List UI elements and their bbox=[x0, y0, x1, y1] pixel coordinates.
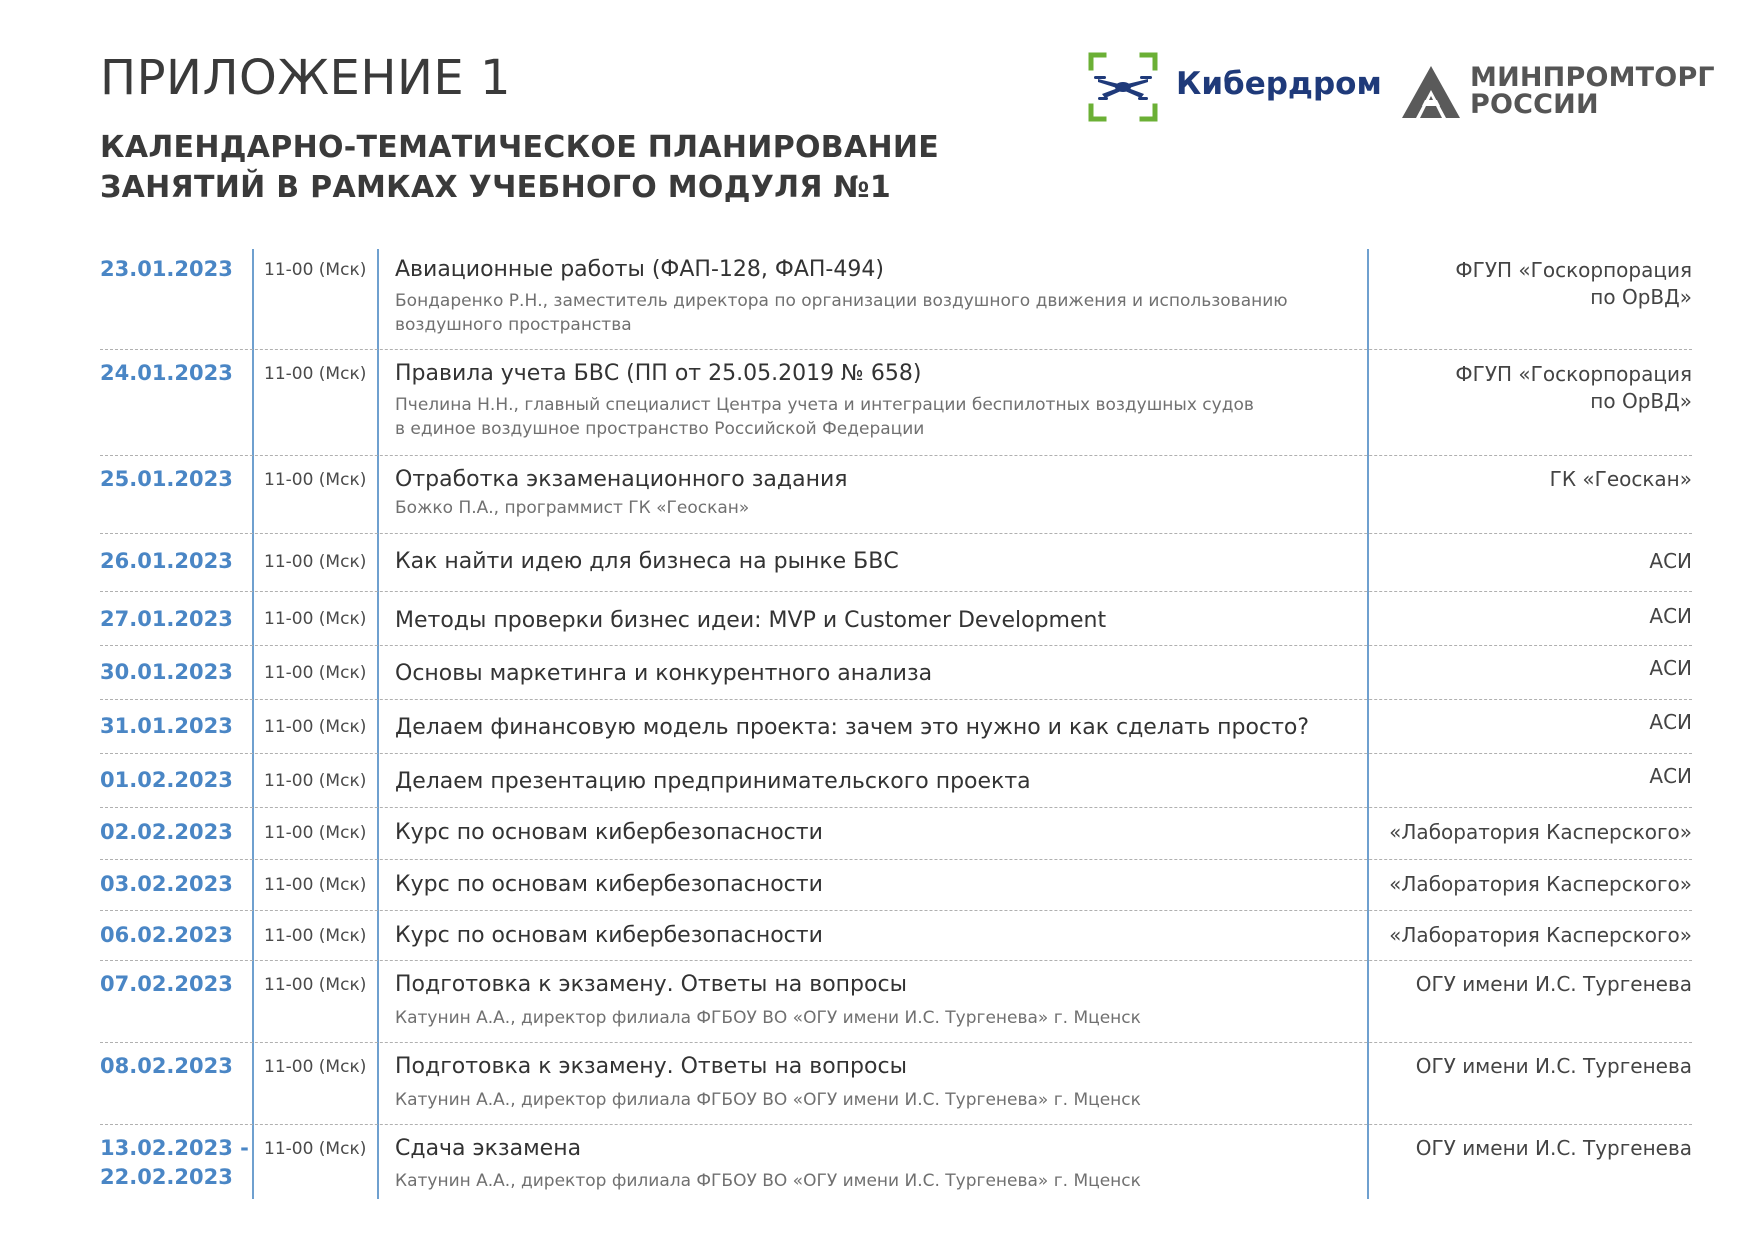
row-time: 11-00 (Мск) bbox=[264, 875, 367, 895]
topic-title: Методы проверки бизнес идеи: MVP и Customer Development bbox=[395, 608, 1107, 633]
schedule-row bbox=[100, 249, 1692, 350]
topic-title: Правила учета БВС (ПП от 25.05.2019 № 658) bbox=[395, 361, 922, 386]
row-time: 11-00 (Мск) bbox=[264, 552, 367, 572]
schedule-row bbox=[100, 534, 1692, 592]
schedule-row bbox=[100, 456, 1692, 534]
row-time: 11-00 (Мск) bbox=[264, 260, 367, 280]
row-date: 06.02.2023 bbox=[100, 923, 233, 947]
schedule-row bbox=[100, 1125, 1692, 1205]
row-time: 11-00 (Мск) bbox=[264, 609, 367, 629]
topic-speaker: Божко П.А., программист ГК «Геоскан» bbox=[395, 498, 750, 518]
row-topic bbox=[395, 818, 1405, 847]
topic-title: Отработка экзаменационного задания bbox=[395, 467, 848, 492]
row-time: 11-00 (Мск) bbox=[264, 364, 367, 384]
row-time: 11-00 (Мск) bbox=[264, 717, 367, 737]
row-time: 11-00 (Мск) bbox=[264, 1139, 367, 1159]
row-organization: ОГУ имени И.С. Тургенева bbox=[1415, 1136, 1692, 1160]
row-organization: «Лаборатория Касперского» bbox=[1389, 923, 1692, 947]
row-date: 26.01.2023 bbox=[100, 549, 233, 573]
topic-title: Делаем финансовую модель проекта: зачем это нужно и как сделать просто? bbox=[395, 715, 1310, 740]
row-topic bbox=[395, 1052, 1405, 1112]
topic-speaker: Бондаренко Р.Н., заместитель директора по организации воздушного движения и использованию воздушного пространства bbox=[395, 291, 1288, 335]
schedule-row bbox=[100, 911, 1692, 961]
schedule-row bbox=[100, 961, 1692, 1043]
row-topic bbox=[395, 713, 1405, 742]
row-organization: АСИ bbox=[1649, 710, 1692, 734]
row-organization: ОГУ имени И.С. Тургенева bbox=[1415, 1054, 1692, 1078]
row-topic bbox=[395, 970, 1405, 1030]
row-date: 08.02.2023 bbox=[100, 1054, 233, 1078]
topic-title: Подготовка к экзамену. Ответы на вопросы bbox=[395, 1054, 907, 1079]
row-organization: ГК «Геоскан» bbox=[1549, 467, 1692, 491]
row-topic bbox=[395, 359, 1405, 441]
schedule-row bbox=[100, 754, 1692, 808]
topic-speaker: Катунин А.А., директор филиала ФГБОУ ВО «ОГУ имени И.С. Тургенева» г. Мценск bbox=[395, 1171, 1141, 1191]
schedule-row bbox=[100, 700, 1692, 754]
schedule-row bbox=[100, 1043, 1692, 1125]
cyberdrom-brand-text: Кибердром bbox=[1176, 66, 1382, 102]
row-topic bbox=[395, 255, 1405, 337]
row-date: 01.02.2023 bbox=[100, 768, 233, 792]
row-organization: АСИ bbox=[1649, 764, 1692, 788]
row-organization: «Лаборатория Касперского» bbox=[1389, 872, 1692, 896]
document-subtitle bbox=[100, 128, 939, 208]
row-organization: ФГУП «Госкорпорация по ОрВД» bbox=[1455, 258, 1692, 309]
row-date: 30.01.2023 bbox=[100, 660, 233, 684]
topic-speaker: Катунин А.А., директор филиала ФГБОУ ВО «ОГУ имени И.С. Тургенева» г. Мценск bbox=[395, 1008, 1141, 1028]
row-organization: АСИ bbox=[1649, 604, 1692, 628]
row-date: 27.01.2023 bbox=[100, 607, 233, 631]
topic-speaker: Катунин А.А., директор филиала ФГБОУ ВО «ОГУ имени И.С. Тургенева» г. Мценск bbox=[395, 1090, 1141, 1110]
row-topic bbox=[395, 606, 1405, 635]
minpromtorg-logo bbox=[1402, 62, 1715, 120]
row-date: 31.01.2023 bbox=[100, 714, 233, 738]
row-topic bbox=[395, 659, 1405, 688]
row-date: 25.01.2023 bbox=[100, 467, 233, 491]
row-organization: «Лаборатория Касперского» bbox=[1389, 820, 1692, 844]
row-time: 11-00 (Мск) bbox=[264, 771, 367, 791]
row-date: 24.01.2023 bbox=[100, 361, 233, 385]
row-organization: ФГУП «Госкорпорация по ОрВД» bbox=[1455, 362, 1692, 413]
row-topic bbox=[395, 921, 1405, 950]
row-date: 13.02.2023 - 22.02.2023 bbox=[100, 1136, 249, 1189]
minpromtorg-line-1: МИНПРОМТОРГ bbox=[1470, 62, 1715, 93]
row-date: 23.01.2023 bbox=[100, 257, 233, 281]
minpromtorg-emblem-icon bbox=[1402, 66, 1460, 118]
schedule-row bbox=[100, 646, 1692, 700]
row-topic bbox=[395, 870, 1405, 899]
schedule-row bbox=[100, 860, 1692, 911]
topic-title: Делаем презентацию предпринимательского проекта bbox=[395, 769, 1031, 794]
topic-title: Сдача экзамена bbox=[395, 1136, 582, 1161]
schedule-row bbox=[100, 350, 1692, 456]
appendix-title: ПРИЛОЖЕНИЕ 1 bbox=[100, 50, 511, 106]
drone-icon bbox=[1088, 52, 1158, 122]
topic-title: Авиационные работы (ФАП-128, ФАП-494) bbox=[395, 257, 884, 282]
topic-title: Курс по основам кибербезопасности bbox=[395, 923, 823, 948]
topic-title: Курс по основам кибербезопасности bbox=[395, 872, 823, 897]
row-topic bbox=[395, 1134, 1405, 1193]
row-organization: АСИ bbox=[1649, 656, 1692, 680]
row-topic bbox=[395, 465, 1405, 520]
row-date: 07.02.2023 bbox=[100, 972, 233, 996]
row-topic bbox=[395, 547, 1405, 576]
row-topic bbox=[395, 767, 1405, 796]
schedule-row bbox=[100, 592, 1692, 646]
topic-speaker: Пчелина Н.Н., главный специалист Центра учета и интеграции беспилотных воздушных судов в единое воздушное пространство Российской Федерации bbox=[395, 395, 1254, 439]
row-time: 11-00 (Мск) bbox=[264, 470, 367, 490]
row-date: 02.02.2023 bbox=[100, 820, 233, 844]
topic-title: Подготовка к экзамену. Ответы на вопросы bbox=[395, 972, 907, 997]
row-time: 11-00 (Мск) bbox=[264, 975, 367, 995]
schedule-table bbox=[100, 249, 1692, 1205]
row-time: 11-00 (Мск) bbox=[264, 663, 367, 683]
minpromtorg-text bbox=[1470, 64, 1715, 118]
topic-title: Как найти идею для бизнеса на рынке БВС bbox=[395, 549, 899, 574]
row-date: 03.02.2023 bbox=[100, 872, 233, 896]
subtitle-line-1: КАЛЕНДАРНО-ТЕМАТИЧЕСКОЕ ПЛАНИРОВАНИЕ bbox=[100, 130, 940, 165]
row-organization: ОГУ имени И.С. Тургенева bbox=[1415, 972, 1692, 996]
schedule-row bbox=[100, 808, 1692, 860]
subtitle-line-2: ЗАНЯТИЙ В РАМКАХ УЧЕБНОГО МОДУЛЯ №1 bbox=[100, 170, 892, 205]
row-time: 11-00 (Мск) bbox=[264, 823, 367, 843]
row-organization: АСИ bbox=[1649, 549, 1692, 573]
topic-title: Курс по основам кибербезопасности bbox=[395, 820, 823, 845]
row-time: 11-00 (Мск) bbox=[264, 1057, 367, 1077]
topic-title: Основы маркетинга и конкурентного анализа bbox=[395, 661, 933, 686]
cyberdrom-logo bbox=[1088, 52, 1382, 122]
row-time: 11-00 (Мск) bbox=[264, 926, 367, 946]
minpromtorg-line-2: РОССИИ bbox=[1470, 89, 1599, 120]
